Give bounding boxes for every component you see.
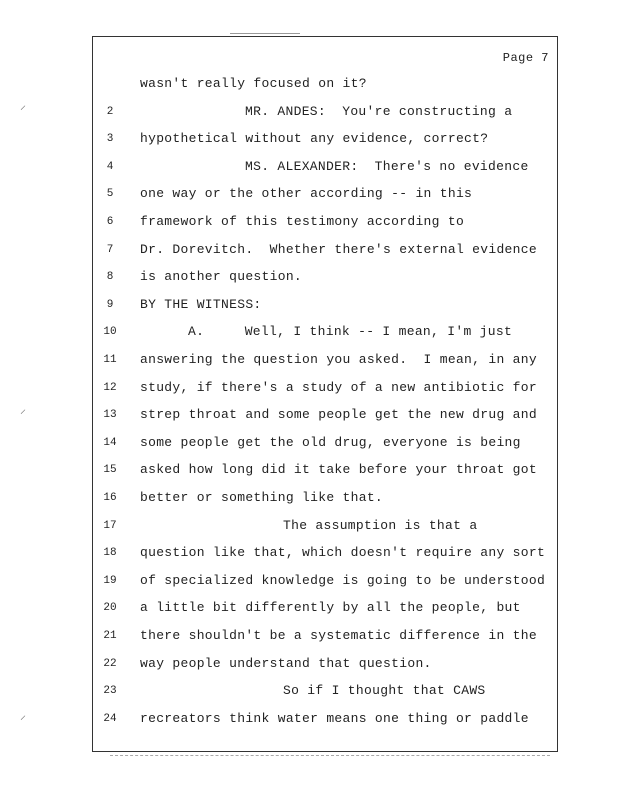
line-text: strep throat and some people get the new drug and [140,407,537,423]
line-text: framework of this testimony according to [140,214,465,229]
line-text: MR. ANDES: You're constructing a [245,103,513,119]
line-number: 4 [106,160,114,173]
line-text: there shouldn't be a systematic difference in the [140,628,537,643]
line-text: recreators think water means one thing or paddle [140,710,529,726]
line-number: 7 [106,243,114,256]
transcript-line [93,708,557,730]
transcript-line [93,680,557,702]
line-number: 22 [103,657,117,670]
line-number: 24 [103,712,117,725]
line-number: 19 [103,574,117,587]
transcript-line [93,128,557,150]
line-text: MS. ALEXANDER: There's no evidence [245,158,529,174]
line-text: a little bit differently by all the people, but [140,600,521,616]
margin-mark: ⸝ [20,99,27,113]
line-text: is another question. [140,269,303,285]
line-text: study, if there's a study of a new antibiotic for [140,379,537,395]
transcript-line [93,432,557,454]
line-number: 17 [103,519,117,532]
transcript-line [93,377,557,399]
transcript-line [93,101,557,123]
transcript-line [93,459,557,481]
line-text: wasn't really focused on it? [140,76,367,91]
line-number: 15 [103,464,117,477]
transcript-line [93,653,557,675]
transcript-line [93,183,557,205]
transcript-line [93,487,557,509]
margin-mark: ⸝ [20,709,27,723]
line-number: 2 [106,105,114,118]
line-number: 3 [106,133,114,146]
line-text: BY THE WITNESS: [140,296,262,312]
line-text: hypothetical without any evidence, correct? [140,131,489,147]
line-text: way people understand that question. [140,655,432,671]
transcript-line [93,625,557,647]
line-text: The assumption is that a [283,517,478,533]
line-text: some people get the old drug, everyone is being [140,434,521,450]
line-number: 9 [106,298,114,311]
transcript-line [93,239,557,261]
line-text: question like that, which doesn't require any sort [140,545,546,561]
transcript-line [93,73,557,95]
line-number: 11 [103,354,117,366]
transcript-line [93,266,557,288]
line-number: 23 [103,685,117,698]
transcript-line [93,321,557,343]
line-text: better or something like that. [140,490,384,505]
line-number: 20 [103,602,117,615]
transcript-line [93,515,557,537]
line-number: 13 [103,409,117,422]
line-text: one way or the other according -- in this [140,186,473,202]
line-number: 21 [103,630,117,642]
page-number: Page 7 [502,51,549,65]
line-text: asked how long did it take before your throat got [140,462,537,478]
transcript-line [93,349,557,371]
line-text: Dr. Dorevitch. Whether there's external evidence [140,241,537,257]
line-text: A. Well, I think -- I mean, I'm just [188,324,513,340]
line-number: 10 [103,326,117,339]
transcript-line [93,211,557,233]
line-number: 18 [103,547,117,560]
transcript-line [93,542,557,564]
line-number: 6 [106,216,114,228]
transcript-line [93,156,557,178]
line-number: 16 [103,492,117,504]
bottom-scan-mark [110,755,550,757]
transcript-line [93,404,557,426]
line-number: 8 [106,271,114,284]
transcript-line [93,597,557,619]
line-number: 12 [103,381,117,394]
transcript-line [93,294,557,316]
margin-mark: ⸝ [20,403,27,417]
line-number: 5 [106,188,114,201]
line-text: So if I thought that CAWS [283,683,486,699]
transcript-page [92,36,558,752]
line-number: 14 [103,436,117,449]
top-scan-mark [230,33,300,34]
transcript-line [93,570,557,592]
line-text: of specialized knowledge is going to be understood [140,572,546,588]
line-text: answering the question you asked. I mean, in any [140,352,537,367]
